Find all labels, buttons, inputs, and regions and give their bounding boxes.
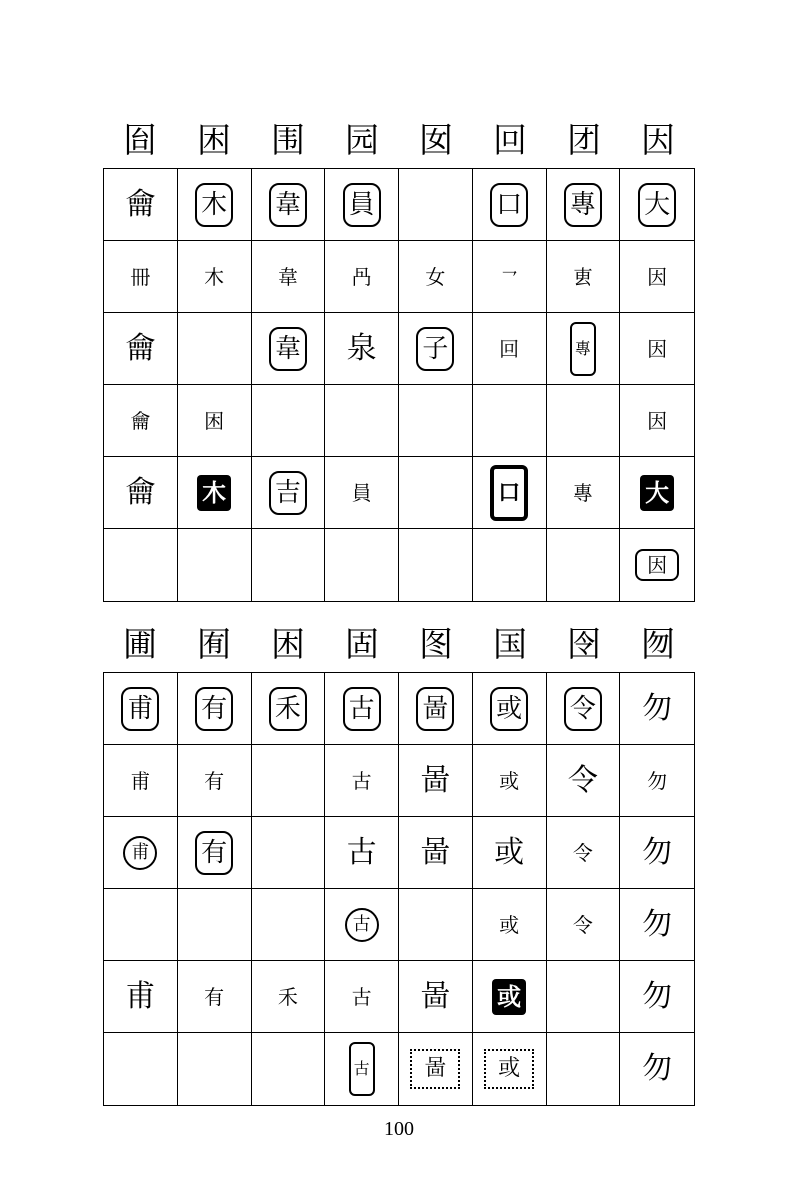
empty-cell (178, 529, 252, 601)
glyph-cell (325, 457, 399, 529)
empty-cell (252, 817, 326, 889)
seal-glyph: 甫 (130, 768, 151, 793)
seal-glyph: 古 (351, 768, 372, 793)
empty-cell (104, 889, 178, 961)
seal-glyph: 泉 (346, 330, 377, 366)
section-1-header (103, 116, 695, 166)
seal-glyph: 韋 (277, 264, 298, 289)
header-char: 因 (641, 121, 675, 161)
glyph-cell (104, 313, 178, 385)
glyph-cell (325, 961, 399, 1033)
seal-glyph: 吉 (269, 471, 307, 515)
glyph-cell (620, 889, 694, 961)
header-char: 囫 (641, 625, 675, 665)
empty-cell (473, 385, 547, 457)
seal-glyph: 木 (195, 183, 233, 227)
seal-glyph: 或 (492, 979, 526, 1015)
seal-glyph: 令 (567, 762, 598, 798)
seal-glyph: 令 (572, 840, 593, 865)
glyph-cell (620, 745, 694, 817)
glyph-cell (620, 673, 694, 745)
glyph-cell (473, 889, 547, 961)
seal-glyph: 甫 (125, 978, 156, 1014)
seal-glyph: 專 (570, 322, 596, 376)
glyph-cell (178, 961, 252, 1033)
seal-glyph: 韋 (269, 183, 307, 227)
empty-cell (325, 385, 399, 457)
empty-cell (104, 1033, 178, 1105)
empty-cell (252, 529, 326, 601)
seal-glyph: 龠 (125, 474, 156, 510)
seal-glyph: 古 (346, 834, 377, 870)
glyph-cell (325, 1033, 399, 1105)
seal-glyph: 或 (499, 912, 520, 937)
header-char: 囹 (567, 625, 601, 665)
seal-glyph: 勿 (642, 834, 673, 870)
empty-cell (325, 529, 399, 601)
grid-row (104, 817, 694, 889)
glyph-cell (325, 673, 399, 745)
glyph-cell (104, 457, 178, 529)
glyph-cell (252, 673, 326, 745)
glyph-cell (178, 745, 252, 817)
seal-glyph: 啚 (420, 834, 451, 870)
glyph-cell (473, 817, 547, 889)
glyph-cell (178, 241, 252, 313)
seal-glyph: 有 (204, 768, 225, 793)
glyph-cell (399, 241, 473, 313)
seal-glyph: 子 (416, 327, 454, 371)
seal-glyph: 令 (564, 687, 602, 731)
header-char: 囼 (123, 121, 157, 161)
glyph-cell (252, 313, 326, 385)
grid-row (104, 169, 694, 241)
glyph-cell (620, 241, 694, 313)
header-char: 围 (271, 121, 305, 161)
grid-row (104, 961, 694, 1033)
header-char: 图 (419, 625, 453, 665)
seal-glyph: 或 (494, 834, 525, 870)
glyph-cell (547, 313, 621, 385)
seal-glyph: 勿 (642, 906, 673, 942)
glyph-cell (473, 169, 547, 241)
glyph-cell (547, 745, 621, 817)
seal-glyph: 勿 (642, 690, 673, 726)
seal-glyph: 大 (640, 475, 674, 511)
grid-row (104, 673, 694, 745)
glyph-cell (399, 961, 473, 1033)
seal-glyph: 回 (499, 336, 520, 361)
empty-cell (399, 169, 473, 241)
glyph-cell (399, 673, 473, 745)
glyph-cell (620, 457, 694, 529)
glyph-cell (620, 817, 694, 889)
seal-glyph: 員 (351, 480, 372, 505)
empty-cell (252, 889, 326, 961)
grid-row (104, 313, 694, 385)
empty-cell (399, 889, 473, 961)
seal-glyph: 口 (490, 465, 528, 521)
seal-glyph: 木 (204, 264, 225, 289)
glyph-cell (473, 1033, 547, 1105)
header-char: 困 (271, 625, 305, 665)
glyph-cell (104, 673, 178, 745)
seal-glyph: 古 (351, 984, 372, 1009)
glyph-cell (104, 817, 178, 889)
seal-glyph: 或 (499, 768, 520, 793)
seal-glyph: 因 (647, 408, 668, 433)
empty-cell (547, 385, 621, 457)
seal-glyph: 口 (490, 183, 528, 227)
seal-glyph: 冊 (130, 264, 151, 289)
header-char: 困 (197, 121, 231, 161)
seal-glyph: 冎 (351, 264, 372, 289)
seal-glyph: 古 (349, 1042, 375, 1096)
glyph-cell (252, 457, 326, 529)
glyph-cell (252, 169, 326, 241)
glyph-cell (399, 1033, 473, 1105)
header-char: 回 (493, 121, 527, 161)
grid-row (104, 529, 694, 601)
glyph-cell (547, 457, 621, 529)
glyph-cell (620, 529, 694, 601)
grid-row (104, 385, 694, 457)
glyph-cell (325, 313, 399, 385)
glyph-cell (252, 961, 326, 1033)
seal-glyph: 古 (345, 908, 379, 942)
empty-cell (399, 529, 473, 601)
glyph-cell (547, 241, 621, 313)
seal-glyph: 因 (635, 549, 679, 581)
empty-cell (252, 1033, 326, 1105)
glyph-cell (620, 385, 694, 457)
seal-glyph: 韋 (269, 327, 307, 371)
header-char: 国 (493, 625, 527, 665)
glyph-cell (547, 169, 621, 241)
header-char: 园 (345, 121, 379, 161)
seal-glyph: 或 (490, 687, 528, 731)
seal-glyph: 啚 (416, 687, 454, 731)
seal-glyph: 女 (425, 264, 446, 289)
seal-glyph: 大 (638, 183, 676, 227)
grid-row (104, 241, 694, 313)
empty-cell (178, 313, 252, 385)
seal-glyph: 龠 (125, 186, 156, 222)
seal-glyph: 因 (647, 336, 668, 361)
glyph-cell (178, 457, 252, 529)
glyph-cell (620, 961, 694, 1033)
glyph-cell (104, 961, 178, 1033)
glyph-cell (325, 241, 399, 313)
glyph-cell (325, 817, 399, 889)
seal-glyph: 專 (564, 183, 602, 227)
glyph-cell (473, 745, 547, 817)
empty-cell (547, 961, 621, 1033)
grid-row (104, 1033, 694, 1105)
glyph-cell (325, 889, 399, 961)
empty-cell (252, 385, 326, 457)
glyph-cell (178, 169, 252, 241)
empty-cell (104, 529, 178, 601)
seal-glyph: 員 (343, 183, 381, 227)
empty-cell (547, 1033, 621, 1105)
header-char: 圃 (123, 625, 157, 665)
seal-glyph: 有 (195, 831, 233, 875)
seal-glyph: ㇖ (499, 264, 520, 289)
seal-glyph: 古 (343, 687, 381, 731)
seal-glyph: 啚 (410, 1049, 460, 1089)
empty-cell (473, 529, 547, 601)
seal-glyph: 叀 (572, 264, 593, 289)
grid-row (104, 457, 694, 529)
header-char: 囡 (419, 121, 453, 161)
seal-glyph: 或 (484, 1049, 534, 1089)
glyph-cell (547, 817, 621, 889)
section-1-grid (103, 168, 695, 602)
header-char: 团 (567, 121, 601, 161)
glyph-cell (325, 169, 399, 241)
glyph-cell (252, 241, 326, 313)
seal-glyph: 有 (195, 687, 233, 731)
seal-glyph: 禾 (269, 687, 307, 731)
page-number: 100 (384, 1118, 414, 1140)
seal-glyph: 令 (572, 912, 593, 937)
section-2-header (103, 620, 695, 670)
seal-glyph: 因 (647, 264, 668, 289)
glyph-cell (178, 385, 252, 457)
grid-row (104, 889, 694, 961)
glyph-cell (620, 313, 694, 385)
glyph-cell (178, 817, 252, 889)
glyph-cell (547, 673, 621, 745)
glyph-cell (547, 889, 621, 961)
seal-glyph: 專 (572, 480, 593, 505)
glyph-cell (325, 745, 399, 817)
glyph-cell (399, 745, 473, 817)
empty-cell (252, 745, 326, 817)
glyph-cell (473, 241, 547, 313)
seal-glyph: 禾 (277, 984, 298, 1009)
empty-cell (399, 457, 473, 529)
glyph-cell (104, 169, 178, 241)
seal-glyph: 啚 (420, 762, 451, 798)
glyph-cell (104, 385, 178, 457)
glyph-cell (399, 313, 473, 385)
empty-cell (399, 385, 473, 457)
seal-glyph: 勿 (647, 768, 668, 793)
glyph-cell (399, 817, 473, 889)
glyph-cell (473, 313, 547, 385)
glyph-cell (473, 961, 547, 1033)
seal-glyph: 龠 (130, 408, 151, 433)
seal-glyph: 勿 (642, 1051, 673, 1086)
glyph-cell (104, 745, 178, 817)
seal-glyph: 甫 (121, 687, 159, 731)
glyph-cell (178, 673, 252, 745)
seal-glyph: 木 (197, 475, 231, 511)
empty-cell (547, 529, 621, 601)
seal-glyph: 龠 (125, 330, 156, 366)
glyph-cell (473, 457, 547, 529)
header-char: 固 (345, 625, 379, 665)
seal-glyph: 有 (204, 984, 225, 1009)
empty-cell (178, 889, 252, 961)
section-2-grid (103, 672, 695, 1106)
seal-glyph: 困 (204, 408, 225, 433)
seal-glyph: 勿 (642, 978, 673, 1014)
grid-row (104, 745, 694, 817)
seal-glyph: 啚 (420, 978, 451, 1014)
seal-glyph: 甫 (123, 836, 157, 870)
glyph-cell (620, 1033, 694, 1105)
glyph-cell (473, 673, 547, 745)
empty-cell (178, 1033, 252, 1105)
glyph-cell (104, 241, 178, 313)
header-char: 囿 (197, 625, 231, 665)
glyph-cell (620, 169, 694, 241)
